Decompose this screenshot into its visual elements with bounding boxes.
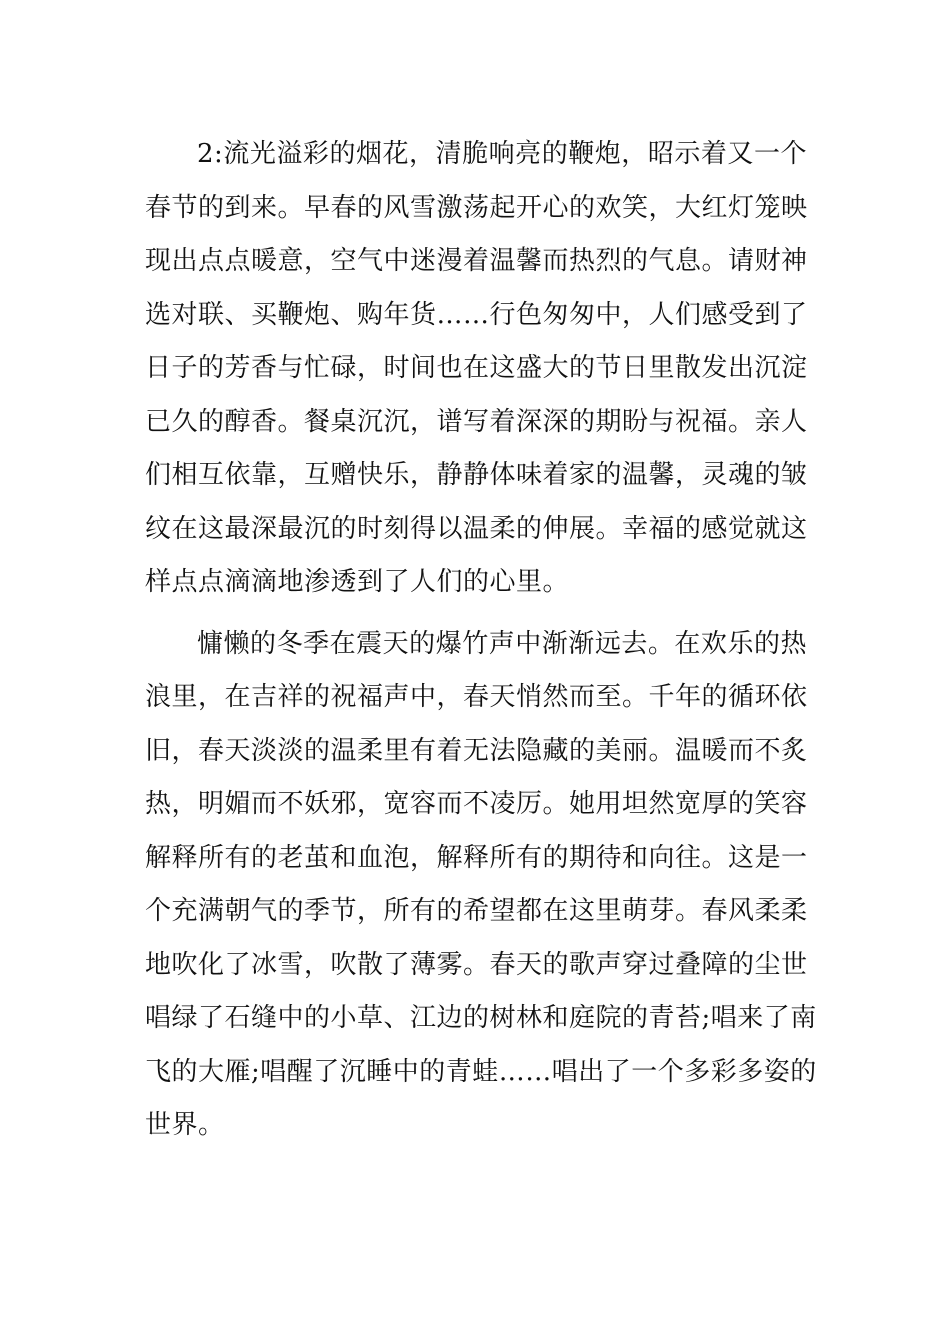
paragraph-line: 世界。	[145, 1110, 225, 1140]
paragraph-line: 热，明媚而不妖邪，宽容而不凌厉。她用坦然宽厚的笑容	[145, 789, 808, 819]
paragraph-line: 唱绿了石缝中的小草、江边的树林和庭院的青苔;唱来了南	[145, 1003, 817, 1033]
paragraph-line: 个充满朝气的季节，所有的希望都在这里萌芽。春风柔柔	[145, 896, 808, 926]
paragraph-line: 解释所有的老茧和血泡，解释所有的期待和向往。这是一	[145, 842, 808, 873]
paragraph-line: 飞的大雁;唱醒了沉睡中的青蛙……唱出了一个多彩多姿的	[145, 1056, 817, 1087]
paragraph-line: 样点点滴滴地渗透到了人们的心里。	[145, 567, 570, 597]
paragraph-line: 已久的醇香。餐桌沉沉，谱写着深深的期盼与祝福。亲人	[145, 406, 808, 437]
paragraph-line: 现出点点暖意，空气中迷漫着温馨而热烈的气息。请财神	[145, 246, 808, 276]
paragraph-line: 旧，春天淡淡的温柔里有着无法隐藏的美丽。温暖而不炙	[145, 735, 808, 766]
paragraph-line: 地吹化了冰雪，吹散了薄雾。春天的歌声穿过叠障的尘世	[145, 949, 808, 980]
paragraph-1	[145, 128, 807, 610]
paragraph-line: 春节的到来。早春的风雪激荡起开心的欢笑，大红灯笼映	[145, 192, 808, 223]
paragraph-line: 2:流光溢彩的烟花，清脆响亮的鞭炮，昭示着又一个	[197, 139, 807, 169]
paragraph-line: 浪里，在吉祥的祝福声中，春天悄然而至。千年的循环依	[145, 682, 808, 712]
paragraph-spacer	[145, 610, 807, 618]
paragraph-line: 纹在这最深最沉的时刻得以温柔的伸展。幸福的感觉就这	[145, 513, 808, 544]
document-body	[145, 128, 817, 1153]
paragraph-line: 选对联、买鞭炮、购年货……行色匆匆中，人们感受到了	[145, 299, 808, 330]
paragraph-line: 日子的芳香与忙碌，时间也在这盛大的节日里散发出沉淀	[145, 353, 808, 383]
paragraph-line: 们相互依靠，互赠快乐，静静体味着家的温馨，灵魂的皱	[145, 460, 808, 490]
paragraph-2	[145, 618, 817, 1153]
paragraph-line: 慵懒的冬季在震天的爆竹声中渐渐远去。在欢乐的热	[197, 628, 807, 659]
